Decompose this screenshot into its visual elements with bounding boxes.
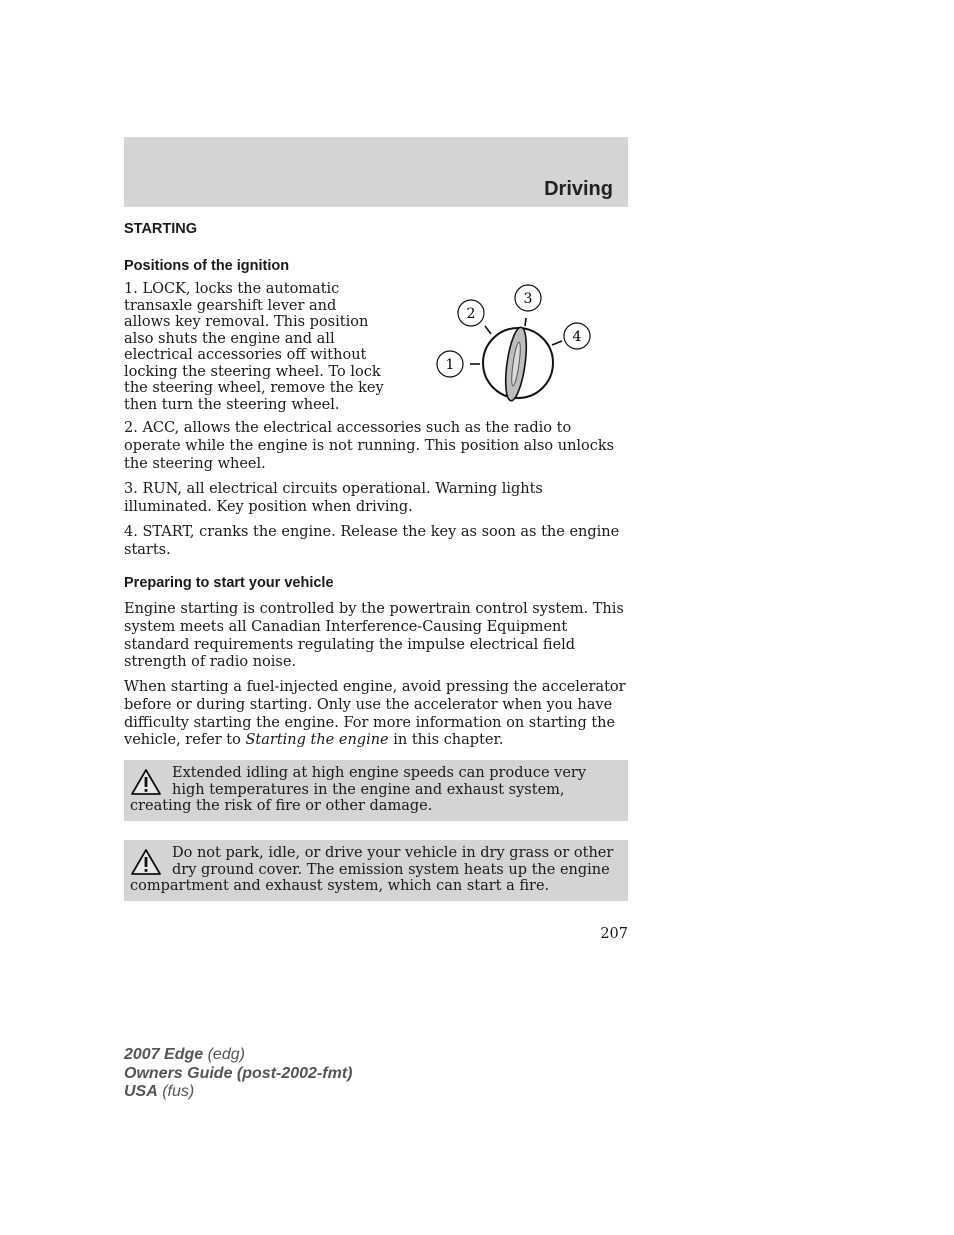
- ignition-lock-paragraph: 1. LOCK, locks the automatic transaxle gearshift lever and allows key removal. This position also shuts the engine and all electrical accessories off without locking the steering wheel. To lock the steering wheel, remove the key then turn the steering wheel.: [124, 281, 384, 413]
- diagram-label-4: [564, 323, 590, 349]
- warning-text: Extended idling at high engine speeds can produce very high temperatures in the engine and exhaust system, creating the risk of fire or other damage.: [130, 765, 587, 815]
- preparing-heading: Preparing to start your vehicle: [124, 575, 334, 591]
- diagram-label-1: [437, 351, 463, 377]
- ignition-acc-paragraph: 2. ACC, allows the electrical accessories such as the radio to operate while the engine is not running. This position also unlocks the steering wheel.: [124, 420, 615, 472]
- ignition-run-paragraph: 3. RUN, all electrical circuits operational. Warning lights illuminated. Key position when driving.: [124, 481, 543, 515]
- cross-reference: Starting the engine: [245, 732, 389, 749]
- ignition-start-paragraph: 4. START, cranks the engine. Release the key as soon as the engine starts.: [124, 524, 620, 558]
- document-footer: 2007 Edge (edg) Owners Guide (post-2002-fmt) USA (fus): [124, 1046, 353, 1100]
- warning-triangle-icon: [130, 848, 162, 876]
- chapter-title: Driving: [544, 178, 613, 200]
- page-number: 207: [600, 926, 628, 942]
- chapter-header-bar: [124, 137, 628, 207]
- warning-text: Do not park, idle, or drive your vehicle in dry grass or other dry ground cover. The emission system heats up the engine compartment and exhaust system, which can start a fire.: [130, 845, 614, 895]
- diagram-label-2: [458, 300, 484, 326]
- diagram-label-3: [515, 285, 541, 311]
- ignition-heading: Positions of the ignition: [124, 258, 290, 274]
- svg-text:4: 4: [572, 329, 582, 345]
- svg-text:3: 3: [523, 291, 533, 307]
- section-title: STARTING: [124, 221, 198, 237]
- warning-triangle-icon: [130, 768, 162, 796]
- svg-text:1: 1: [445, 357, 455, 373]
- svg-text:2: 2: [466, 306, 476, 322]
- preparing-paragraph-1: Engine starting is controlled by the powertrain control system. This system meets all Canadian Interference-Causing Equipment standard requirements regulating the impulse electrical field strength of radio noise.: [124, 601, 624, 671]
- warning-box: [124, 840, 628, 901]
- warning-box: [124, 760, 628, 821]
- preparing-paragraph-2: When starting a fuel-injected engine, avoid pressing the accelerator before or during starting. Only use the accelerator when you have difficulty starting the engine. For more information on starting the vehicle, refer to Starting the engine in this chapter.: [124, 679, 626, 749]
- ignition-diagram: [430, 280, 600, 410]
